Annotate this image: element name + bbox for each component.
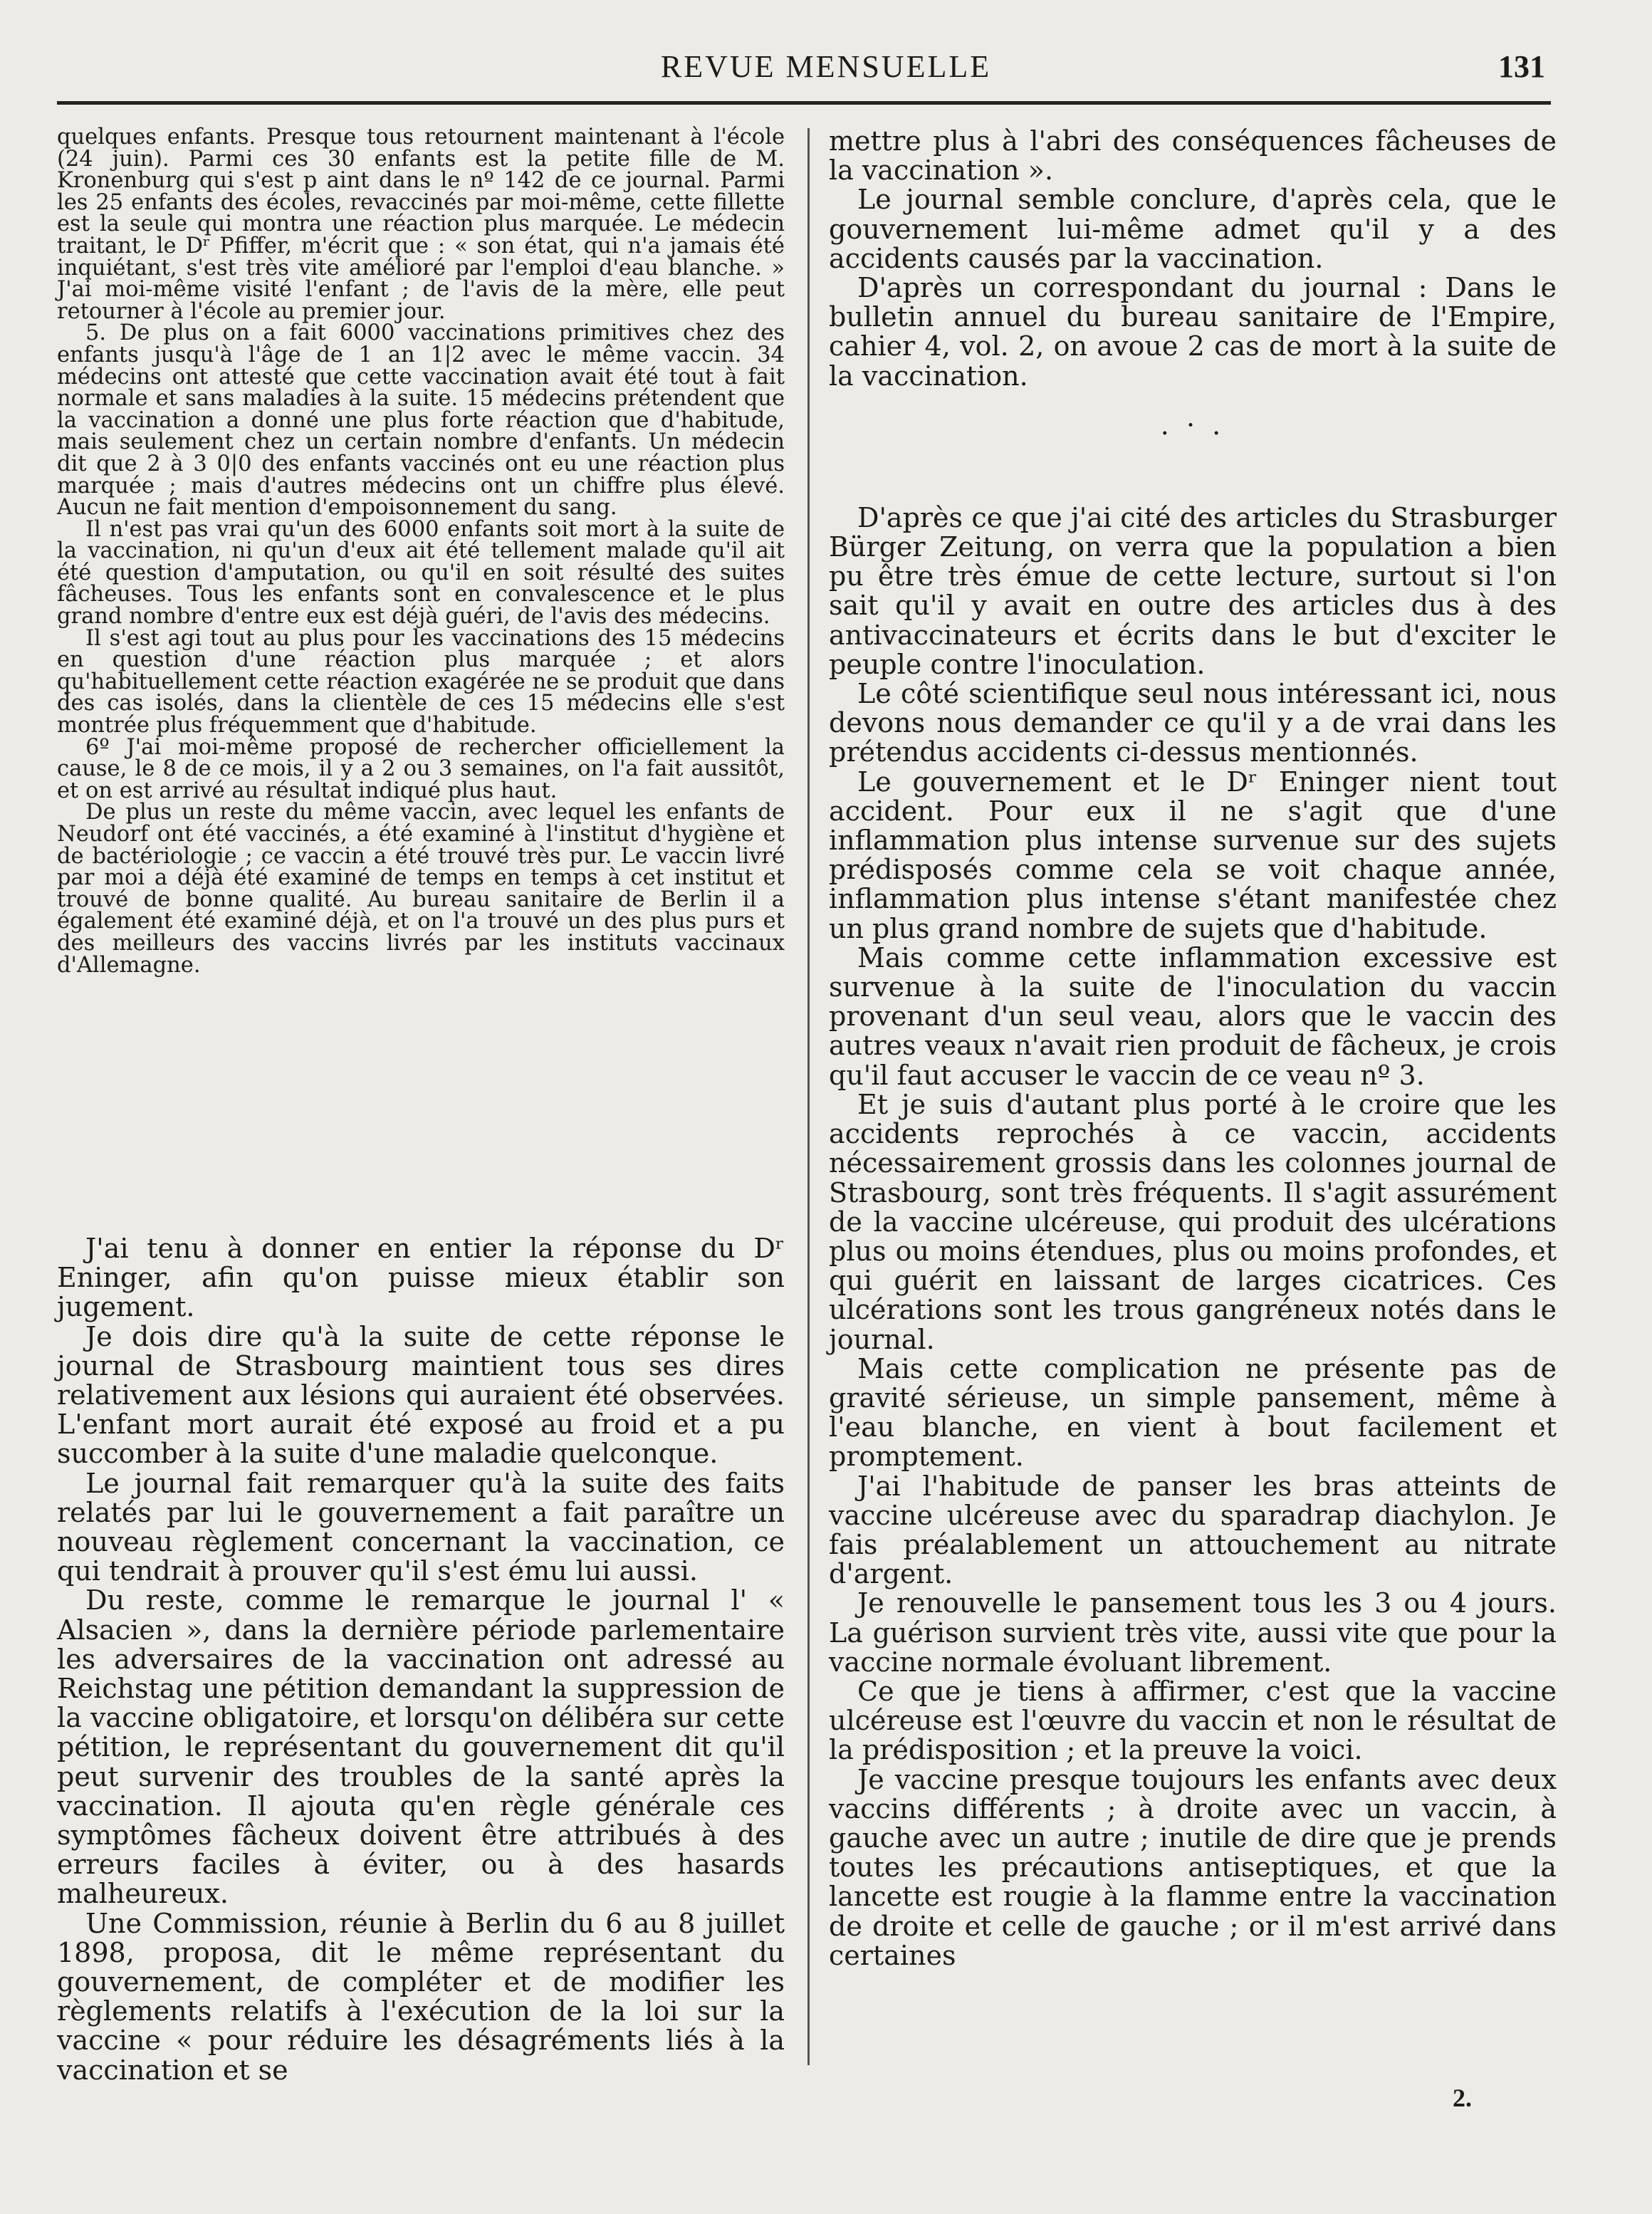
paragraph: Je dois dire qu'à la suite de cette réponse le journal de Strasbourg maintient tous ses dires relativement aux lésions qui auraient été observées. L'enfant mort aurait été exposé au froid et a pu succomber à la suite d'une maladie quelconque.	[57, 1320, 785, 1470]
column-divider	[807, 128, 810, 2065]
paragraph: 6º J'ai moi-même proposé de rechercher officiellement la cause, le 8 de ce mois, il y a 2 ou 3 semaines, on l'a fait aussitôt, et on est arrivé au résultat indiqué plus haut.	[57, 734, 785, 803]
paragraph: Je renouvelle le pansement tous les 3 ou 4 jours. La guérison survient très vite, aussi vite que pour la vaccine normale évoluant librement.	[829, 1587, 1557, 1678]
page-number: 131	[1498, 49, 1545, 84]
paragraph: Et je suis d'autant plus porté à le croire que les accidents reprochés à ce vaccin, accidents nécessairement grossis dans les colonnes journal de Strasbourg, sont très fréquents. Il s'agit assurément de la vaccine ulcéreuse, qui produit des ulcérations plus ou moins étendues, plus ou moins profondes, et qui guérit en laissant de larges cicatrices. Ces ulcérations sont les trous gangréneux notés dans le journal.	[829, 1088, 1557, 1355]
header-rule	[57, 101, 1551, 105]
paragraph: mettre plus à l'abri des conséquences fâcheuses de la vaccination ».	[829, 125, 1557, 187]
paragraph: Je vaccine presque toujours les enfants avec deux vaccins différents ; à droite avec un vaccin, à gauche avec un autre ; inutile de dire que je prends toutes les précautions antiseptiques, et que la lancette est rougie à la flamme entre la vaccination de droite et celle de gauche ; or il m'est arrivé dans certaines	[829, 1763, 1557, 1971]
paragraph: J'ai l'habitude de panser les bras atteints de vaccine ulcéreuse avec du sparadrap diachylon. Je fais préalablement un attouchement au nitrate d'argent.	[829, 1470, 1557, 1590]
paragraph: Le côté scientifique seul nous intéressant ici, nous devons nous demander ce qu'il y a de vrai dans les prétendus accidents ci-dessus mentionnés.	[829, 678, 1557, 768]
paragraph: Du reste, comme le remarque le journal l' « Alsacien », dans la dernière période parlementaire les adversaires de la vaccination ont adressé au Reichstag une pétition demandant la suppression de la vaccine obligatoire, et lorsqu'on délibéra sur cette pétition, le représentant du gouvernement dit qu'il peut survenir des troubles de la santé après la vaccination. Il ajouta qu'en règle générale ces symptômes fâcheux doivent être attribués à des erreurs faciles à éviter, ou à des hasards malheureux.	[57, 1584, 785, 1910]
paragraph: Il s'est agi tout au plus pour les vaccinations des 15 médecins en question d'une réaction plus marquée ; et alors qu'habituellement cette réaction exagérée ne se produit que dans des cas isolés, dans la clientèle de ces 15 médecins elle s'est montrée plus fréquemment que d'habitude.	[57, 625, 785, 738]
paragraph: Mais comme cette inflammation excessive est survenue à la suite de l'inoculation du vaccin provenant d'un seul veau, alors que le vaccin des autres veaux n'avait rien produit de fâcheux, je crois qu'il faut accuser le vaccin de ce veau nº 3.	[829, 941, 1557, 1091]
left-column-quoted-letter	[57, 127, 785, 976]
paragraph: Mais cette complication ne présente pas de gravité sérieuse, un simple pansement, même à l'eau blanche, en vient à bout facilement et promptement.	[829, 1352, 1557, 1473]
paragraph: D'après ce que j'ai cité des articles du Strasburger Bürger Zeitung, on verra que la population a bien pu être très émue de cette lecture, surtout si l'on sait qu'il y avait en outre des articles dus à des antivaccinateurs et écrits dans le but d'exciter le peuple contre l'inoculation.	[829, 501, 1557, 680]
paragraph: De plus un reste du même vaccin, avec lequel les enfants de Neudorf ont été vaccinés, a été examiné à l'institut d'hygiène et de bactériologie ; ce vaccin a été trouvé très pur. Le vaccin livré par moi a déjà été examiné de temps en temps à cet institut et trouvé de bonne qualité. Au bureau sanitaire de Berlin il a également été examiné déjà, et on l'a trouvé un des plus purs et des meilleurs des vaccins livrés par les instituts vaccinaux d'Allemagne.	[57, 800, 785, 978]
paragraph: Le gouvernement et le Dʳ Eninger nient tout accident. Pour eux il ne s'agit que d'une inflammation plus intense survenue sur des sujets prédisposés comme cela se voit chaque année, inflammation plus intense s'étant manifestée chez un plus grand nombre de sujets que d'habitude.	[829, 766, 1557, 944]
paragraph: Une Commission, réunie à Berlin du 6 au 8 juillet 1898, proposa, dit le même représentant du gouvernement, de compléter et de modifier les règlements relatifs à l'exécution de la loi sur la vaccine « pour réduire les désagréments liés à la vaccination et se	[57, 1907, 785, 2086]
paragraph: D'après un correspondant du journal : Dans le bulletin annuel du bureau sanitaire de l'Empire, cahier 4, vol. 2, on avoue 2 cas de mort à la suite de la vaccination.	[829, 272, 1557, 392]
left-column-body	[57, 1234, 785, 2085]
paragraph: Il n'est pas vrai qu'un des 6000 enfants soit mort à la suite de la vaccination, ni qu'un d'eux ait été tellement malade qu'il ait été question d'amputation, ou qu'il en soit résulté des suites fâcheuses. Tous les enfants sont en convalescence et le plus grand nombre d'entre eux est déjà guéri, de l'avis des médecins.	[57, 516, 785, 630]
section-break: . · .	[1160, 409, 1225, 441]
paragraph: Le journal fait remarquer qu'à la suite des faits relatés par lui le gouvernement a fait paraître un nouveau règlement concernant la vaccination, ce qui tendrait à prouver qu'il s'est ému lui aussi.	[57, 1467, 785, 1587]
running-title: REVUE MENSUELLE	[660, 49, 992, 84]
paragraph: 5. De plus on a fait 6000 vaccinations primitives chez des enfants jusqu'à l'âge de 1 an 1|2 avec le même vaccin. 34 médecins ont attesté que cette vaccination avait été tout à fait normale et sans maladies à la suite. 15 médecins prétendent que la vaccination a donné une plus forte réaction que d'habitude, mais seulement chez un certain nombre d'enfants. Un médecin dit que 2 à 3 0|0 des enfants vaccinés ont eu une réaction plus marquée ; mais d'autres médecins ont un chiffre plus élevé. Aucun ne fait mention d'empoisonnement du sang.	[57, 320, 785, 521]
right-column-body	[829, 127, 1557, 1970]
paragraph: Ce que je tiens à affirmer, c'est que la vaccine ulcéreuse est l'œuvre du vaccin et non le résultat de la prédisposition ; et la preuve la voici.	[829, 1675, 1557, 1766]
signature-mark: 2.	[1453, 2084, 1472, 2112]
paragraph: quelques enfants. Presque tous retournent maintenant à l'école (24 juin). Parmi ces 30 enfants est la petite fille de M. Kronenburg qui s'est p aint dans le nº 142 de ce journal. Parmi les 25 enfants des écoles, revaccinés par moi-même, cette fillette est la seule qui montra une réaction plus marquée. Le médecin traitant, le Dʳ Pfiffer, m'écrit que : « son état, qui n'a jamais été inquiétant, s'est très vite amélioré par l'emploi d'eau blanche. » J'ai moi-même visité l'enfant ; de l'avis de la mère, elle peut retourner à l'école au premier jour.	[57, 125, 785, 324]
paragraph: Le journal semble conclure, d'après cela, que le gouvernement lui-même admet qu'il y a des accidents causés par la vaccination.	[829, 184, 1557, 274]
paragraph: J'ai tenu à donner en entier la réponse du Dʳ Eninger, afin qu'on puisse mieux établir son jugement.	[57, 1233, 785, 1323]
running-head	[0, 40, 1652, 97]
